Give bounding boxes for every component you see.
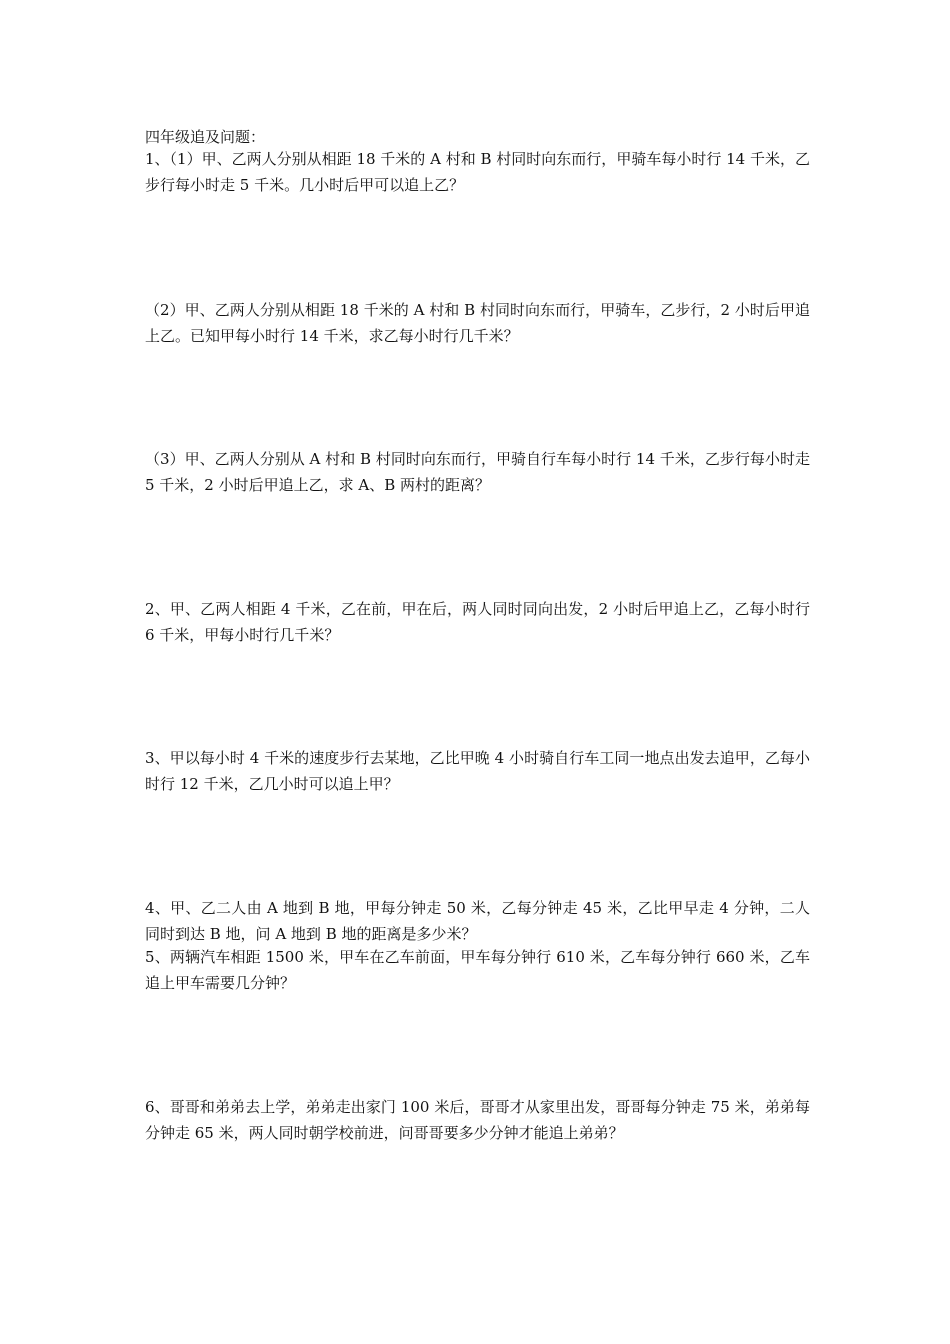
problem-4: 4、甲、乙二人由 A 地到 B 地，甲每分钟走 50 米，乙每分钟走 45 米，乙比甲早走 4 分钟，二人同时到达 B 地，问 A 地到 B 地的距离是多少米？	[145, 899, 810, 943]
worksheet-title: 四年级追及问题：	[145, 128, 266, 146]
problem-5: 5、两辆汽车相距 1500 米，甲车在乙车前面，甲车每分钟行 610 米，乙车每分钟行 660 米，乙车追上甲车需要几分钟？	[145, 948, 810, 992]
problem-1-2: （2）甲、乙两人分别从相距 18 千米的 A 村和 B 村同时向东而行，甲骑车，乙步行，2 小时后甲追上乙。已知甲每小时行 14 千米，求乙每小时行几千米？	[145, 301, 810, 345]
problem-6: 6、哥哥和弟弟去上学，弟弟走出家门 100 米后，哥哥才从家里出发，哥哥每分钟走 75 米，弟弟每分钟走 65 米，两人同时朝学校前进，问哥哥要多少分钟才能追上弟弟？	[145, 1098, 810, 1142]
problem-1-3: （3）甲、乙两人分别从 A 村和 B 村同时向东而行，甲骑自行车每小时行 14 千米，乙步行每小时走 5 千米，2 小时后甲追上乙，求 A、B 两村的距离？	[145, 450, 810, 494]
problem-1-1: 1、（1）甲、乙两人分别从相距 18 千米的 A 村和 B 村同时向东而行，甲骑车每小时行 14 千米，乙步行每小时走 5 千米。几小时后甲可以追上乙？	[145, 150, 810, 194]
problem-3: 3、甲以每小时 4 千米的速度步行去某地，乙比甲晚 4 小时骑自行车工同一地点出发去追甲，乙每小时行 12 千米，乙几小时可以追上甲？	[145, 749, 810, 793]
problem-2: 2、甲、乙两人相距 4 千米，乙在前，甲在后，两人同时同向出发，2 小时后甲追上乙，乙每小时行 6 千米，甲每小时行几千米？	[145, 600, 810, 644]
